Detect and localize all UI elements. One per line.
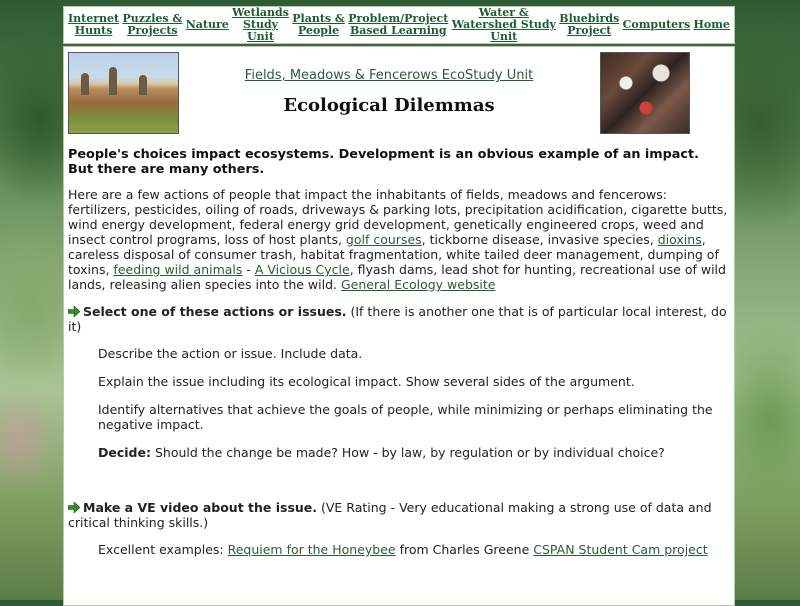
arrow-right-icon [68, 306, 80, 317]
intro-paragraph: Here are a few actions of people that impact the inhabitants of fields, meadows and fencerows: fertilizers, pesticides, oiling of roads, driveways & parking lots, precipitation acidification, cigarette butts, wind energy development, federal energy grid development, genetically engineered crops, weed and insect control programs, loss of host plants, golf courses, tickborne disease, invasive species, dioxins, careless disposal of consumer trash, habitat fragmentation, white tailed deer management, dumping of toxins, feeding wild animals - A Vicious Cycle, flyash dams, lead shot for hunting, recreational use of wild lands, releasing alien species into the wild. General Ecology website [68, 187, 728, 292]
excellent-examples: Excellent examples: Requiem for the Honeybee from Charles Greene CSPAN Student Cam project [98, 542, 708, 557]
general-ecology-link[interactable]: General Ecology website [340, 277, 496, 292]
nav-home[interactable]: Home [693, 18, 730, 31]
main-content-panel [63, 46, 735, 606]
nav-problem-project[interactable]: Problem/Project Based Learning [348, 12, 449, 37]
nav-puzzles-projects[interactable]: Puzzles & Projects [122, 12, 183, 37]
step-explain: Explain the issue including its ecological impact. Show several sides of the argument. [98, 374, 635, 389]
task-select-issue: Select one of these actions or issues. (If there is another one that is of particular local interest, do it) [68, 304, 727, 334]
step-decide: Decide: Should the change be made? How - by law, by regulation or by individual choice? [98, 445, 665, 460]
intro-lead: People's choices impact ecosystems. Development is an obvious example of an impact. But there are many others. [68, 147, 699, 177]
requiem-honeybee-link[interactable]: Requiem for the Honeybee [227, 542, 396, 557]
nav-bluebirds-project[interactable]: Bluebirds Project [559, 12, 620, 37]
golf-courses-link[interactable]: golf courses [345, 232, 422, 247]
nav-water-watershed[interactable]: Water & Watershed Study Unit [451, 6, 556, 43]
page-wrapper [63, 6, 735, 606]
cspan-student-cam-link[interactable]: CSPAN Student Cam project [533, 542, 708, 557]
dioxins-link[interactable]: dioxins [657, 232, 702, 247]
arrow-right-icon [68, 502, 80, 513]
unit-link[interactable]: Fields, Meadows & Fencerows EcoStudy Unit [244, 68, 534, 83]
nav-plants-people[interactable]: Plants & People [292, 12, 345, 37]
feeding-wild-animals-link[interactable]: feeding wild animals [113, 262, 243, 277]
task-make-video: Make a VE video about the issue. (VE Rating - Very educational making a strong use of data and critical thinking skills.) [68, 500, 712, 530]
nav-wetlands-study-unit[interactable]: Wetlands Study Unit [232, 6, 289, 43]
nav-computers[interactable]: Computers [622, 18, 691, 31]
nav-nature[interactable]: Nature [185, 18, 229, 31]
top-navigation [63, 6, 735, 44]
step-describe: Describe the action or issue. Include data. [98, 346, 363, 361]
article-body [68, 147, 728, 557]
step-identify: Identify alternatives that achieve the goals of people, while minimizing or perhaps eliminating the negative impact. [98, 402, 713, 432]
vicious-cycle-link[interactable]: A Vicious Cycle [254, 262, 350, 277]
nav-internet-hunts[interactable]: Internet Hunts [68, 12, 120, 37]
page-title: Ecological Dilemmas [283, 95, 495, 116]
field-photo [68, 52, 179, 134]
insect-photo [600, 52, 690, 134]
